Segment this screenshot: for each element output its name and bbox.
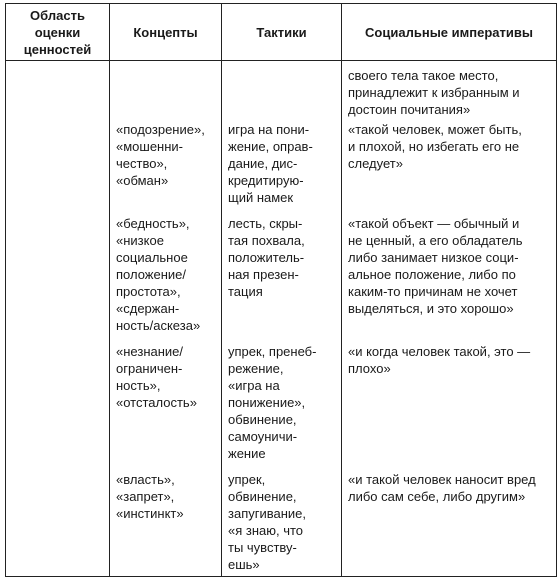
area-cell [6,467,110,577]
tactics-cell: упрек, обвинение, запугивание, «я знаю, что ты чувству- ешь» [222,467,342,577]
tactics-cell [222,61,342,120]
area-cell [6,119,110,211]
concepts-cell: «власть», «запрет», «инстинкт» [110,467,222,577]
tactics-cell: игра на пони- жение, оправ- дание, дис- кредитирую- щий намек [222,119,342,211]
values-table [5,3,557,577]
header-row [6,4,557,61]
table-row [6,211,557,339]
header-area: Область оценки ценностей [6,4,110,61]
imperatives-cell: «такой объект — обычный и не ценный, а его обладатель либо занимает низкое соци- альное положение, либо по каким-то причинам не хочет выделяться, и это хорошо» [342,211,557,339]
table-row [6,61,557,120]
concepts-cell: «незнание/ ограничен- ность», «отсталость» [110,339,222,467]
concepts-cell: «бедность», «низкое социальное положение/ простота», «сдержан- ность/аскеза» [110,211,222,339]
imperatives-cell: «и когда человек такой, это — плохо» [342,339,557,467]
table-body [6,61,557,577]
concepts-cell: «подозрение», «мошенни- чество», «обман» [110,119,222,211]
area-cell [6,211,110,339]
tactics-cell: упрек, пренеб- режение, «игра на понижение», обвинение, самоуничи- жение [222,339,342,467]
imperatives-cell: своего тела такое место, принадлежит к избранным и достоин почитания» [342,61,557,120]
header-tactics: Тактики [222,4,342,61]
imperatives-cell: «и такой человек наносит вред либо сам себе, либо другим» [342,467,557,577]
concepts-cell [110,61,222,120]
area-cell [6,339,110,467]
table-row [6,119,557,211]
header-concepts: Концепты [110,4,222,61]
area-cell [6,61,110,120]
table-header [6,4,557,61]
header-imperatives: Социальные императивы [342,4,557,61]
tactics-cell: лесть, скры- тая похвала, положитель- ная презен- тация [222,211,342,339]
table-row [6,339,557,467]
imperatives-cell: «такой человек, может быть, и плохой, но избегать его не следует» [342,119,557,211]
table-row [6,467,557,577]
